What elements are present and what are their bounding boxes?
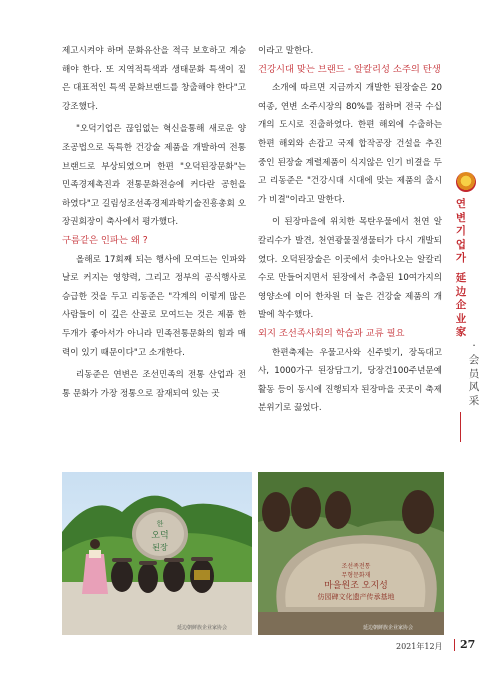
paragraph: 이라고 말한다. [258, 46, 314, 56]
article-left-column [62, 42, 246, 403]
section-heading: 건강시대 맞는 브랜드 - 알칼리성 소주의 탄생 [258, 63, 441, 75]
paragraph: 리동준은 연변은 조선민족의 전통 산업과 전통 문화가 가장 정통으로 잠재되여 있는 곳 [62, 370, 246, 399]
section-dot: · [472, 340, 476, 352]
paragraph: 소개에 따르면 지금까지 개발한 된장술은 20여종, 연변 소주시장의 80%를 점하며 전국 수십개의 도시로 진출하였다. 한편 해외에 수출하는 한편 해외와 손잡고 국제 합작공장 건설을 추진 중인 된장술 계렬제품이 식지않은 인기 비결을 두고 리동준은 "건강시대 시대에 맞는 제품의 출시가 비결"이라고 말한다. [258, 83, 442, 205]
footer-divider [454, 639, 455, 651]
photo-watermark: 延边朝鲜族企业家协会 [176, 625, 228, 631]
photo-illustration [258, 472, 444, 635]
stone-inscription: 마을원조 오지성 [324, 581, 388, 591]
stone-inscription: 仿园碑文化遗产传承基地 [317, 593, 395, 601]
paragraph: 올해로 17회째 되는 행사에 모여드는 인파와 날로 커지는 영향력, 그리고 정부의 공식행사로 승급한 것을 두고 리동준은 "각계의 이렇게 많은 사람들이 이 깊은 산골로 모여드는 것은 제품 한두개가 좋아서가 아니라 민족전통문화의 힘과 매력이 있기 때문이다"고 소개한다. [62, 254, 246, 358]
section-subtitle: 会员风采 [468, 354, 480, 407]
festival-photo-left [62, 472, 252, 635]
section-heading: 외지 조선족사회의 학습과 교류 필요 [258, 327, 405, 339]
paragraph: 제고시켜야 하며 문화유산을 적극 보호하고 계승해야 한다. 또 지역적특색과 생태문화 특색이 짙은 대표적인 특색 문화브랜드를 창출해야 한다"고 강조했다. [62, 46, 246, 112]
section-title-chinese: 延边企业家 [455, 272, 467, 338]
paragraph: 한편축제는 우물고사와 신주빚기, 장독대고사, 1000가구 된장담그기, 당장건100주년문예활동 등이 동시에 진행되자 된장마을 곳곳이 축제분위기로 끓었다. [258, 347, 442, 414]
photo-illustration [62, 472, 252, 635]
issue-date: 2021年12月 [396, 642, 443, 651]
magazine-section-tab [452, 172, 480, 432]
rock-inscription: 한 [156, 520, 164, 528]
paragraph: 이 된장마을에 위치한 목탄우물에서 천연 알칼리수가 발견, 천연광물질생물터가 다시 개발되였다. 오덕된장술은 이곳에서 솟아나오는 알칼리수로 만들어지면서 된장에서 추출된 10여가지의 영양소에 이어 한차원 더 높은 건강술 제품의 개발에 착수했다. [258, 217, 442, 321]
stone-inscription: 무형문화재 [341, 572, 371, 579]
festival-photo-right [258, 472, 444, 635]
section-heading: 구름같은 인파는 왜 ? [62, 234, 148, 246]
section-title-korean: 연변기업가 [455, 198, 467, 264]
rock-inscription: 된장 [152, 543, 168, 552]
rock-inscription: 오덕 [151, 531, 169, 541]
article-right-column [258, 42, 442, 418]
page-number: 27 [460, 638, 476, 651]
stone-inscription: 조선족전통 [341, 563, 371, 570]
magazine-logo-icon [456, 172, 476, 192]
photo-watermark: 延边朝鲜族企业家协会 [362, 625, 414, 631]
section-divider [460, 412, 461, 442]
paragraph: "오덕기업은 끊임없는 혁신을통해 새로운 양조공법으로 독특한 건강술 제품을 개발하여 전통브랜드로 부상되였으며 한편 "오덕된장문화"는 민족경제촉진과 전통문화전승에 커다란 공헌을 하였다"고 길림성조선족경제과학기술진흥총회 오장권회장이 축사에서 평가했다. [62, 124, 246, 228]
